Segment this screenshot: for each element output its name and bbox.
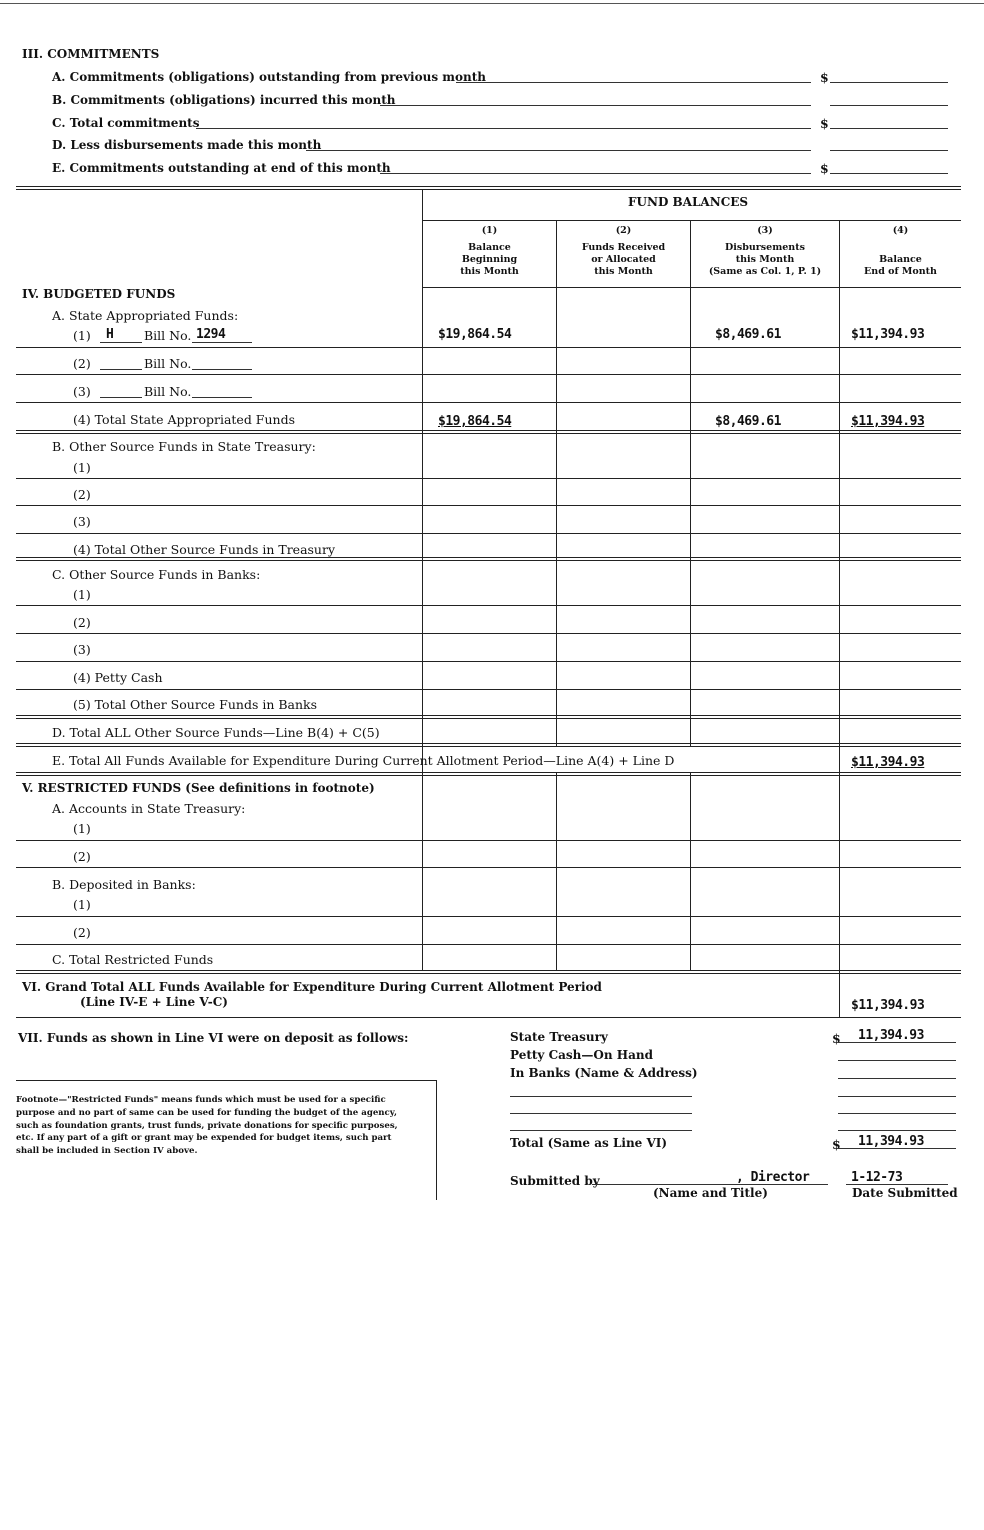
row1-bill-label: Bill No.: [144, 328, 192, 343]
c3-label: (3): [73, 642, 91, 657]
row3-number: (3): [73, 384, 91, 399]
state-treasury-dollar: $: [832, 1031, 841, 1046]
row2-bill-label: Bill No.: [144, 356, 192, 371]
section4-a-heading: A. State Appropriated Funds:: [52, 308, 239, 323]
commitments-line-a-label: A. Commitments (obligations) outstanding from previous month: [52, 70, 486, 84]
section4-b-heading: B. Other Source Funds in State Treasury:: [52, 439, 316, 454]
date-submitted-value: 1-12-73: [851, 1170, 903, 1185]
v-a1-label: (1): [73, 821, 91, 836]
section6-rule: [16, 1017, 961, 1018]
commitments-line-a-leader: [456, 82, 811, 83]
c4-rule: [16, 689, 961, 690]
name-title-caption: (Name and Title): [653, 1186, 768, 1200]
c2-rule: [16, 633, 961, 634]
col1-header: (1) Balance Beginning this Month: [460, 225, 519, 277]
row1-prefix-value: H: [106, 327, 114, 342]
v-b2-label: (2): [73, 925, 91, 940]
b4-rule-bottom: [16, 560, 961, 561]
row2-rule: [16, 374, 961, 375]
row4-rule-bottom: [16, 433, 961, 434]
commitments-line-c-dollar: $: [820, 116, 829, 131]
in-banks-line-2[interactable]: [838, 1096, 956, 1097]
row4-col4-value: $11,394.93: [851, 414, 925, 429]
in-banks-label: In Banks (Name & Address): [510, 1066, 698, 1080]
fund-balances-title: FUND BALANCES: [628, 195, 749, 209]
row2-bill-line: [192, 369, 252, 370]
c4-petty-cash-label: (4) Petty Cash: [73, 670, 163, 685]
row1-col1-value: $19,864.54: [438, 327, 512, 342]
section7-heading: VII. Funds as shown in Line VI were on deposit as follows:: [18, 1031, 409, 1045]
section4-heading: IV. BUDGETED FUNDS: [22, 287, 176, 301]
col-divider-3: [839, 220, 840, 1018]
commitments-line-a-field[interactable]: [830, 82, 948, 83]
b3-label: (3): [73, 514, 91, 529]
col4-header: (4) Balance End of Month: [864, 225, 937, 277]
c5-rule-top: [16, 715, 961, 716]
state-treasury-line: [838, 1042, 956, 1043]
section6-line2: (Line IV-E + Line V-C): [80, 995, 228, 1009]
date-submitted-caption: Date Submitted: [852, 1186, 958, 1200]
v-a2-rule: [16, 867, 961, 868]
row4-total-label: (4) Total State Appropriated Funds: [73, 412, 295, 427]
row1-rule: [16, 347, 961, 348]
v-b1-label: (1): [73, 897, 91, 912]
top-rule: [0, 3, 984, 4]
c2-label: (2): [73, 615, 91, 630]
section6-value: $11,394.93: [851, 998, 925, 1013]
v-c-rule-top: [16, 970, 961, 971]
section4-c-heading: C. Other Source Funds in Banks:: [52, 567, 261, 582]
c3-rule: [16, 661, 961, 662]
state-treasury-value: 11,394.93: [858, 1028, 924, 1043]
commitments-line-c-field[interactable]: [830, 128, 948, 129]
v-b2-rule: [16, 944, 961, 945]
b4-rule-top: [16, 557, 961, 558]
fund-balances-title-rule: [422, 220, 961, 221]
commitments-line-a-dollar: $: [820, 70, 829, 85]
section4-e-label: E. Total All Funds Available for Expenditure During Current Allotment Period—Line A(4) + Line D: [52, 753, 675, 768]
row1-number: (1): [73, 328, 91, 343]
section6-line1: VI. Grand Total ALL Funds Available for Expenditure During Current Allotment Period: [22, 980, 602, 994]
state-treasury-label: State Treasury: [510, 1030, 608, 1044]
row4-rule-top: [16, 430, 961, 431]
total-line: [838, 1148, 956, 1149]
d-rule-top: [16, 743, 961, 744]
section5-c-label: C. Total Restricted Funds: [52, 952, 214, 967]
bank-name-line-1[interactable]: [510, 1096, 692, 1097]
in-banks-line-3[interactable]: [838, 1113, 956, 1114]
c5-total-label: (5) Total Other Source Funds in Banks: [73, 697, 318, 712]
v-b1-rule: [16, 916, 961, 917]
row3-bill-line: [192, 397, 252, 398]
b3-rule: [16, 533, 961, 534]
date-line[interactable]: [846, 1184, 948, 1185]
v-a2-label: (2): [73, 849, 91, 864]
row3-rule: [16, 402, 961, 403]
row1-bill-line: [192, 342, 252, 343]
section5-b-heading: B. Deposited in Banks:: [52, 877, 196, 892]
footnote-text: Footnote—"Restricted Funds" means funds which must be used for a specific purpose and no part of same can be used for funding the budget of the agency, such as foundation grants, trust funds, private donations for specific purposes, etc. If any part of a gift or grant may be expended for budget items, such part shall be included in Section IV above.: [16, 1095, 398, 1157]
section5-a-heading: A. Accounts in State Treasury:: [52, 801, 246, 816]
commitments-line-d-label: D. Less disbursements made this month: [52, 138, 322, 152]
petty-cash-line[interactable]: [838, 1060, 956, 1061]
row4-col1-value: $19,864.54: [438, 414, 512, 429]
commitments-line-d-field[interactable]: [830, 150, 948, 151]
e-rule-top: [16, 772, 961, 773]
b2-rule: [16, 505, 961, 506]
row1-prefix-line: [100, 342, 142, 343]
b1-label: (1): [73, 460, 91, 475]
total-value: 11,394.93: [858, 1134, 924, 1149]
commitments-line-d-leader: [306, 150, 811, 151]
b4-total-label: (4) Total Other Source Funds in Treasury: [73, 542, 336, 557]
commitments-line-c-label: C. Total commitments: [52, 116, 200, 130]
col2-header: (2) Funds Received or Allocated this Month: [581, 225, 666, 277]
bank-name-line-2[interactable]: [510, 1113, 692, 1114]
row3-prefix-line: [100, 397, 142, 398]
row2-prefix-line: [100, 369, 142, 370]
c5-rule-bottom: [16, 718, 961, 719]
commitments-line-b-field[interactable]: [830, 105, 948, 106]
row3-bill-label: Bill No.: [144, 384, 192, 399]
col3-header: (3) Disbursements this Month (Same as Col. 1, P. 1): [708, 225, 822, 277]
section5-left-border: [422, 775, 423, 971]
total-dollar: $: [832, 1137, 841, 1152]
in-banks-line-4[interactable]: [838, 1130, 956, 1131]
petty-cash-label: Petty Cash—On Hand: [510, 1048, 653, 1062]
footnote-box-top: [16, 1080, 437, 1081]
column-header-rule: [422, 287, 961, 288]
b2-label: (2): [73, 487, 91, 502]
submitter-title: , Director: [736, 1170, 810, 1185]
section5-heading: V. RESTRICTED FUNDS (See definitions in footnote): [22, 781, 375, 795]
section4-d-label: D. Total ALL Other Source Funds—Line B(4) + C(5): [52, 725, 380, 740]
row1-col4-value: $11,394.93: [851, 327, 925, 342]
v-c-rule-bottom: [16, 973, 961, 974]
v-a1-rule: [16, 840, 961, 841]
b1-rule: [16, 478, 961, 479]
row4-col3-value: $8,469.61: [715, 414, 781, 429]
commitments-line-b-label: B. Commitments (obligations) incurred this month: [52, 93, 396, 107]
col-divider-2: [690, 220, 691, 971]
section3-heading: III. COMMITMENTS: [22, 47, 160, 61]
row1-col3-value: $8,469.61: [715, 327, 781, 342]
c1-label: (1): [73, 587, 91, 602]
total-same-label: Total (Same as Line VI): [510, 1136, 668, 1150]
in-banks-line-1[interactable]: [838, 1078, 956, 1079]
bank-name-line-3[interactable]: [510, 1130, 692, 1131]
commitments-line-e-field[interactable]: [830, 173, 948, 174]
row2-number: (2): [73, 356, 91, 371]
section4-e-value: $11,394.93: [851, 755, 925, 770]
commitments-line-e-leader: [380, 173, 811, 174]
commitments-line-e-dollar: $: [820, 161, 829, 176]
footnote-box-right: [436, 1080, 437, 1200]
section3-rule-top: [16, 186, 961, 187]
commitments-line-c-leader: [196, 128, 811, 129]
submitted-by-label: Submitted by: [510, 1174, 600, 1188]
c1-rule: [16, 605, 961, 606]
commitments-line-e-label: E. Commitments outstanding at end of this month: [52, 161, 391, 175]
section3-rule-bottom: [16, 189, 961, 190]
row1-bill-number: 1294: [196, 327, 226, 342]
e-rule-bottom: [16, 775, 961, 776]
col-divider-1: [556, 220, 557, 971]
commitments-line-b-leader: [380, 105, 811, 106]
